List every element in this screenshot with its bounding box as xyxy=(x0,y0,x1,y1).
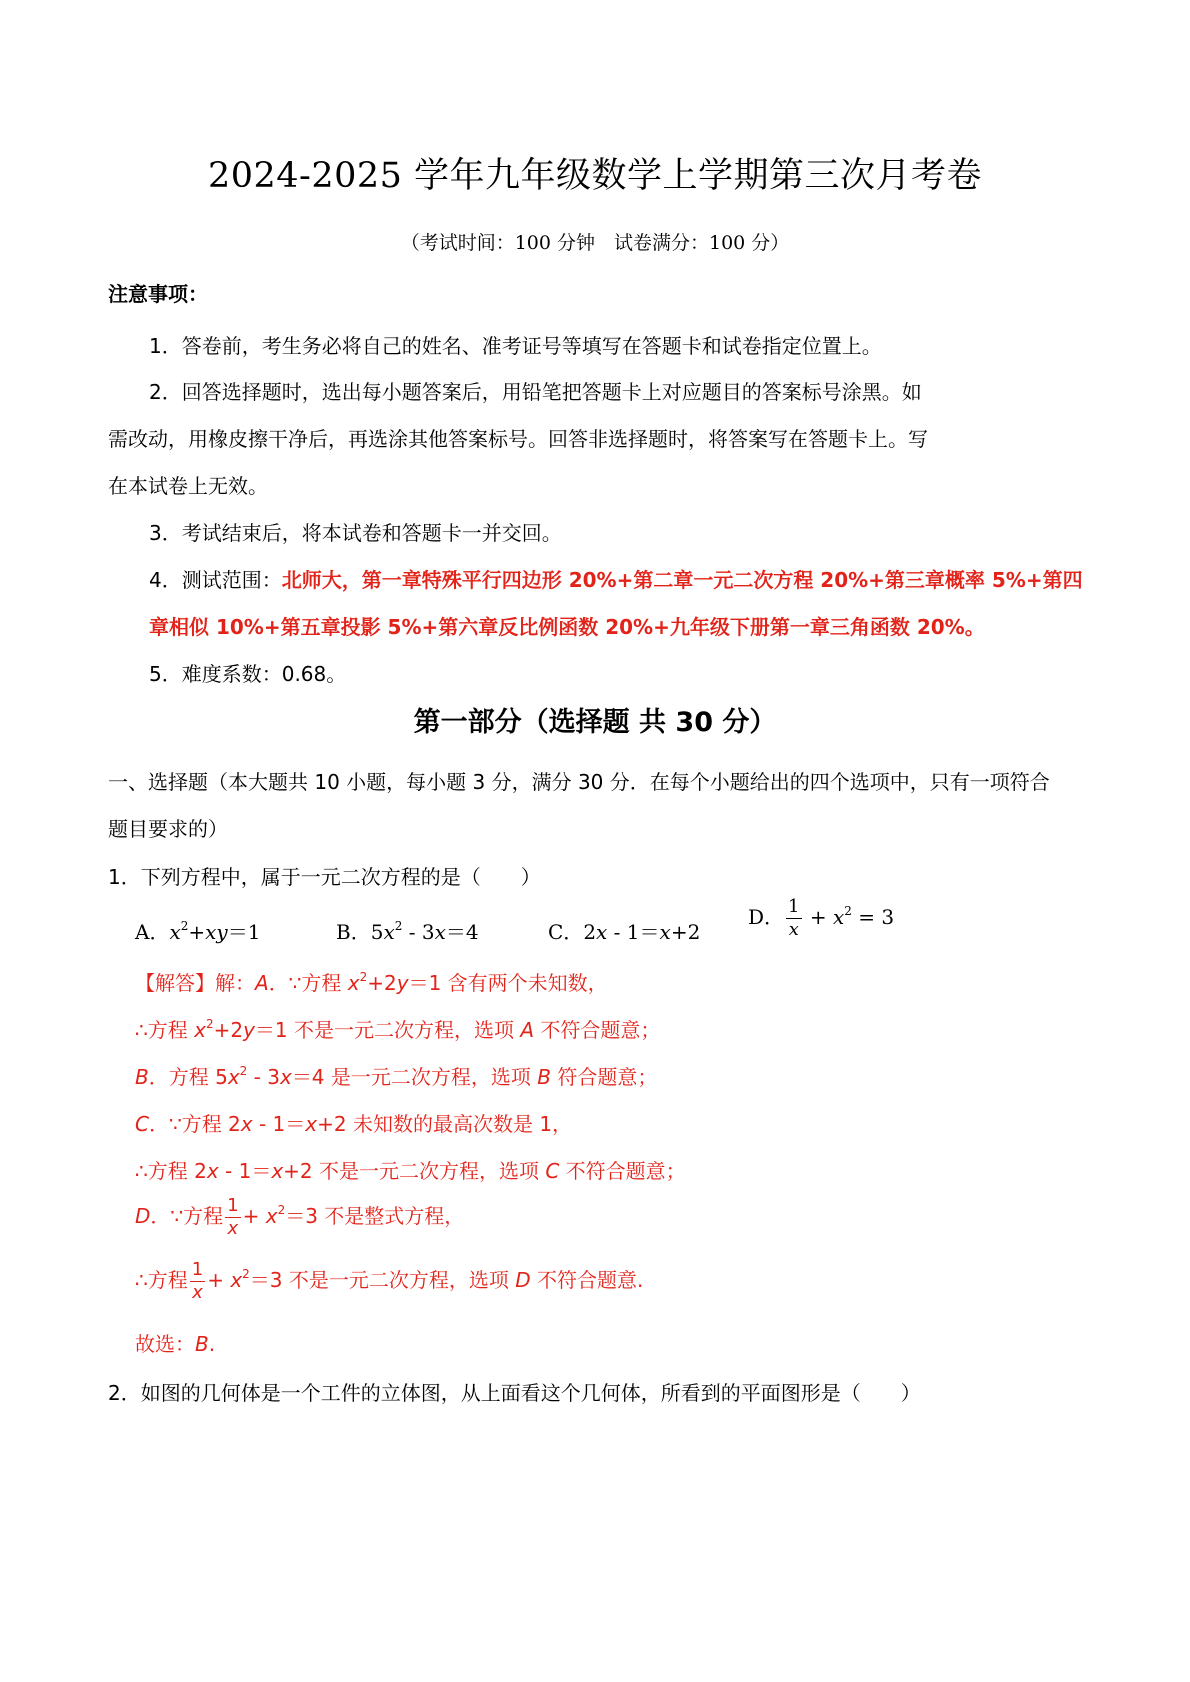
q1-option-d: D． $\frac{1}{x}$ + $x^2 = 3$ xyxy=(748,896,895,940)
notice-item-2-line-1: 2．回答选择题时，选出每小题答案后，用铅笔把答题卡上对应题目的答案标号涂黑。如 xyxy=(149,380,922,404)
fraction-one-over-x: $\frac{1}{x}$ xyxy=(788,896,800,940)
notice-heading: 注意事项： xyxy=(108,282,208,306)
q1-answer-final: 故选：B. xyxy=(135,1332,216,1356)
q1-option-a: A．$x^2+xy=1$ xyxy=(135,919,261,944)
q1-answer-line-3: B．方程 $5x^2 - 3x=4$ 是一元二次方程，选项 B 符合题意； xyxy=(135,1064,658,1089)
notice-item-3: 3．考试结束后，将本试卷和答题卡一并交回。 xyxy=(149,521,562,545)
q1-option-b: B．$5x^2 - 3x=4$ xyxy=(336,919,479,944)
q1-answer-line-4: C．∵方程 2x - 1＝x+2 未知数的最高次数是 1， xyxy=(135,1112,573,1136)
answer-tag: 【解答】 xyxy=(135,971,215,995)
part-1-instructions-line-1: 一、选择题（本大题共 10 小题，每小题 3 分，满分 30 分．在每个小题给出的四个选项中，只有一项符合 xyxy=(108,770,1050,794)
exam-title: 2024-2025 学年九年级数学上学期第三次月考卷 xyxy=(207,156,983,196)
q1-answer-line-5: ∴方程 2x - 1＝x+2 不是一元二次方程，选项 C 不符合题意； xyxy=(135,1159,686,1183)
exam-subtitle: （考试时间：100 分钟 试卷满分：100 分） xyxy=(400,232,790,254)
notice-item-4-prefix: 4．测试范围： xyxy=(149,568,282,592)
notice-item-4-line-1 xyxy=(149,564,1083,593)
part-1-heading: 第一部分（选择题 共 30 分） xyxy=(413,707,777,738)
notice-item-2-line-2: 需改动，用橡皮擦干净后，再选涂其他答案标号。回答非选择题时，将答案写在答题卡上。写 xyxy=(108,427,928,451)
q1-answer-line-7: ∴方程 $\frac{1}{x}$ + $x^2=3$ 不是一元二次方程，选项 D 不符合题意. xyxy=(135,1259,644,1303)
q1-answer-line-6: D．∵方程 $\frac{1}{x}$ + $x^2=3$ 不是整式方程， xyxy=(135,1195,465,1239)
test-scope-line-2: 章相似 10%+第五章投影 5%+第六章反比例函数 20%+九年级下册第一章三角函数 20%。 xyxy=(149,615,985,639)
question-2-stem: 2．如图的几何体是一个工件的立体图，从上面看这个几何体，所看到的平面图形是（ ） xyxy=(108,1381,921,1405)
question-1-stem: 1．下列方程中，属于一元二次方程的是（ ） xyxy=(108,865,541,889)
test-scope-line-1: 北师大，第一章特殊平行四边形 20%+第二章一元二次方程 20%+第三章概率 5%+第四 xyxy=(281,568,1083,592)
q1-answer-line-2: ∴方程 $x^2+2y=1$ 不是一元二次方程，选项 A 不符合题意； xyxy=(135,1017,661,1042)
notice-item-5: 5．难度系数：0.68。 xyxy=(149,662,347,686)
notice-item-2-line-3: 在本试卷上无效。 xyxy=(108,474,268,498)
fraction-one-over-x: $\frac{1}{x}$ xyxy=(191,1259,204,1303)
fraction-one-over-x: $\frac{1}{x}$ xyxy=(227,1195,239,1239)
q1-option-c: C．2x - 1＝x+2 xyxy=(548,920,701,944)
notice-item-1: 1．答卷前，考生务必将自己的姓名、准考证号等填写在答题卡和试卷指定位置上。 xyxy=(149,334,882,358)
q1-answer-line-1: 【解答】解：A．∵方程 $x^2+2y=1$ 含有两个未知数， xyxy=(135,970,608,995)
part-1-instructions-line-2: 题目要求的） xyxy=(108,817,228,841)
